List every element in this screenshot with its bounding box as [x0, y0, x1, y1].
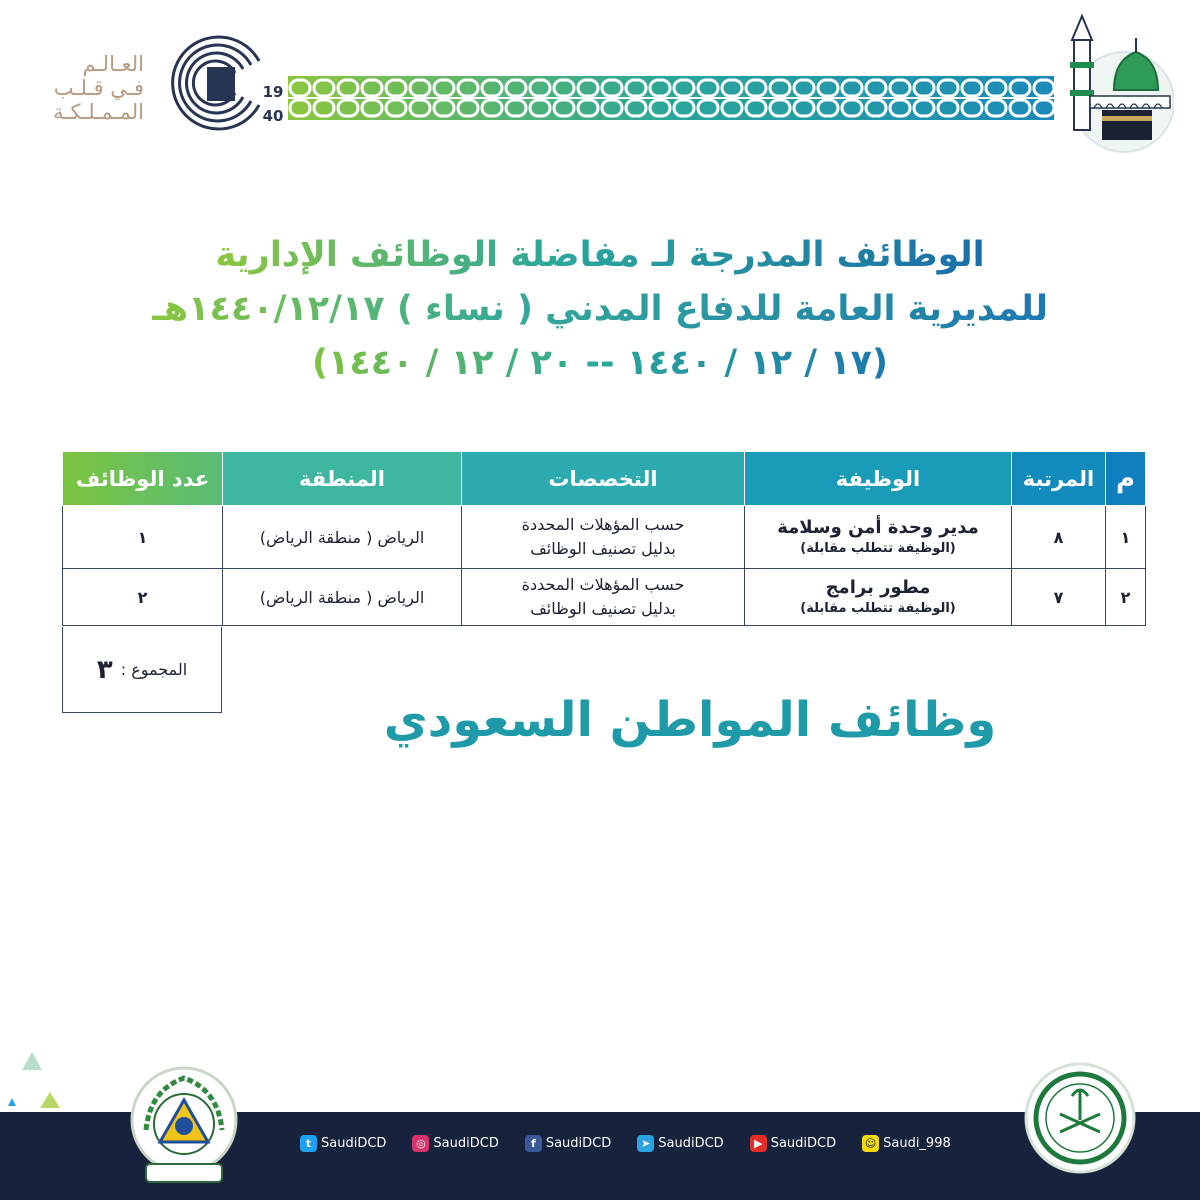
mosque-illustration-icon — [1062, 10, 1174, 158]
social-handle: SaudiDCD — [433, 1135, 499, 1151]
twitter-icon: t — [300, 1135, 317, 1152]
job-note: (الوظيفة تتطلب مقابلة) — [800, 601, 956, 616]
logo-year-bottom: 40 — [262, 107, 284, 125]
row-job — [745, 569, 1012, 626]
social-twitter[interactable] — [300, 1135, 386, 1152]
spec-line-1: حسب المؤهلات المحددة — [521, 515, 685, 534]
social-handle: SaudiDCD — [545, 1135, 612, 1151]
title-line-1: الوظائف المدرجة لـ مفاضلة الوظائف الإدارية — [215, 235, 985, 275]
header-count: عدد الوظائف — [63, 452, 223, 506]
row-region: الرياض ( منطقة الرياض) — [223, 506, 462, 569]
civil-defense-emblem-icon — [126, 1060, 242, 1190]
snapchat-icon: ☺ — [862, 1135, 879, 1152]
spec-line-2: بدليل تصنيف الوظائف — [530, 599, 676, 618]
logo-year-top: 19 — [262, 83, 284, 101]
social-instagram[interactable] — [412, 1135, 498, 1152]
ministry-emblem-icon — [1022, 1060, 1138, 1176]
total-value: ٣ — [96, 654, 113, 685]
row-rank: ٨ — [1012, 506, 1106, 569]
row-specialties — [462, 569, 745, 626]
facebook-icon: f — [525, 1135, 542, 1152]
citizen-jobs-heading: وظائف المواطن السعودي — [383, 692, 997, 748]
social-youtube[interactable] — [750, 1135, 836, 1152]
social-handle: SaudiDCD — [658, 1135, 724, 1151]
social-telegram[interactable] — [637, 1135, 723, 1152]
slogan — [38, 52, 144, 124]
slogan-line-1: العـالـم — [82, 52, 144, 76]
job-note: (الوظيفة تتطلب مقابلة) — [800, 541, 956, 556]
title-line-2: للمديرية العامة للدفاع المدني ( نساء ) ١٤٤٠/١٢/١٧هـ — [151, 289, 1049, 329]
row-count: ٢ — [63, 569, 223, 626]
header-num: م — [1106, 452, 1146, 506]
header-rank: المرتبة — [1012, 452, 1106, 506]
spec-line-2: بدليل تصنيف الوظائف — [530, 539, 676, 558]
row-num: ٢ — [1106, 569, 1146, 626]
row-num: ١ — [1106, 506, 1146, 569]
header — [0, 0, 1200, 170]
row-specialties — [462, 506, 745, 569]
header-job: الوظيفة — [745, 452, 1012, 506]
social-links — [300, 1130, 951, 1156]
title-block — [100, 228, 1100, 390]
total-box — [62, 627, 222, 713]
table-header-row — [63, 452, 1146, 506]
chain-pattern-icon — [288, 76, 1054, 120]
header-region: المنطقة — [223, 452, 462, 506]
job-title: مدير وحدة أمن وسلامة — [777, 517, 979, 538]
header-specialties: التخصصات — [462, 452, 745, 506]
row-job — [745, 506, 1012, 569]
row-rank: ٧ — [1012, 569, 1106, 626]
youtube-icon: ▶ — [750, 1135, 767, 1152]
title-line-3: (١٧ / ١٢ / ١٤٤٠ -- ٢٠ / ١٢ / ١٤٤٠) — [312, 343, 888, 383]
social-facebook[interactable] — [525, 1135, 611, 1152]
social-handle: SaudiDCD — [770, 1135, 837, 1151]
table-row — [63, 569, 1146, 626]
social-handle: SaudiDCD — [321, 1135, 387, 1151]
telegram-icon: ➤ — [637, 1135, 654, 1152]
table-row — [63, 506, 1146, 569]
logo-1940-icon — [163, 33, 285, 133]
social-handle: Saudi_998 — [883, 1135, 951, 1151]
slogan-line-3: المـمـلـكـة — [53, 100, 144, 124]
jobs-table — [62, 451, 1146, 626]
job-title: مطور برامج — [825, 577, 931, 598]
row-count: ١ — [63, 506, 223, 569]
instagram-icon: ◎ — [412, 1135, 429, 1152]
total-label: المجموع : — [120, 660, 188, 679]
social-snapchat[interactable] — [862, 1135, 951, 1152]
spec-line-1: حسب المؤهلات المحددة — [521, 575, 685, 594]
slogan-line-2: فـي قـلـب — [53, 76, 144, 100]
row-region: الرياض ( منطقة الرياض) — [223, 569, 462, 626]
